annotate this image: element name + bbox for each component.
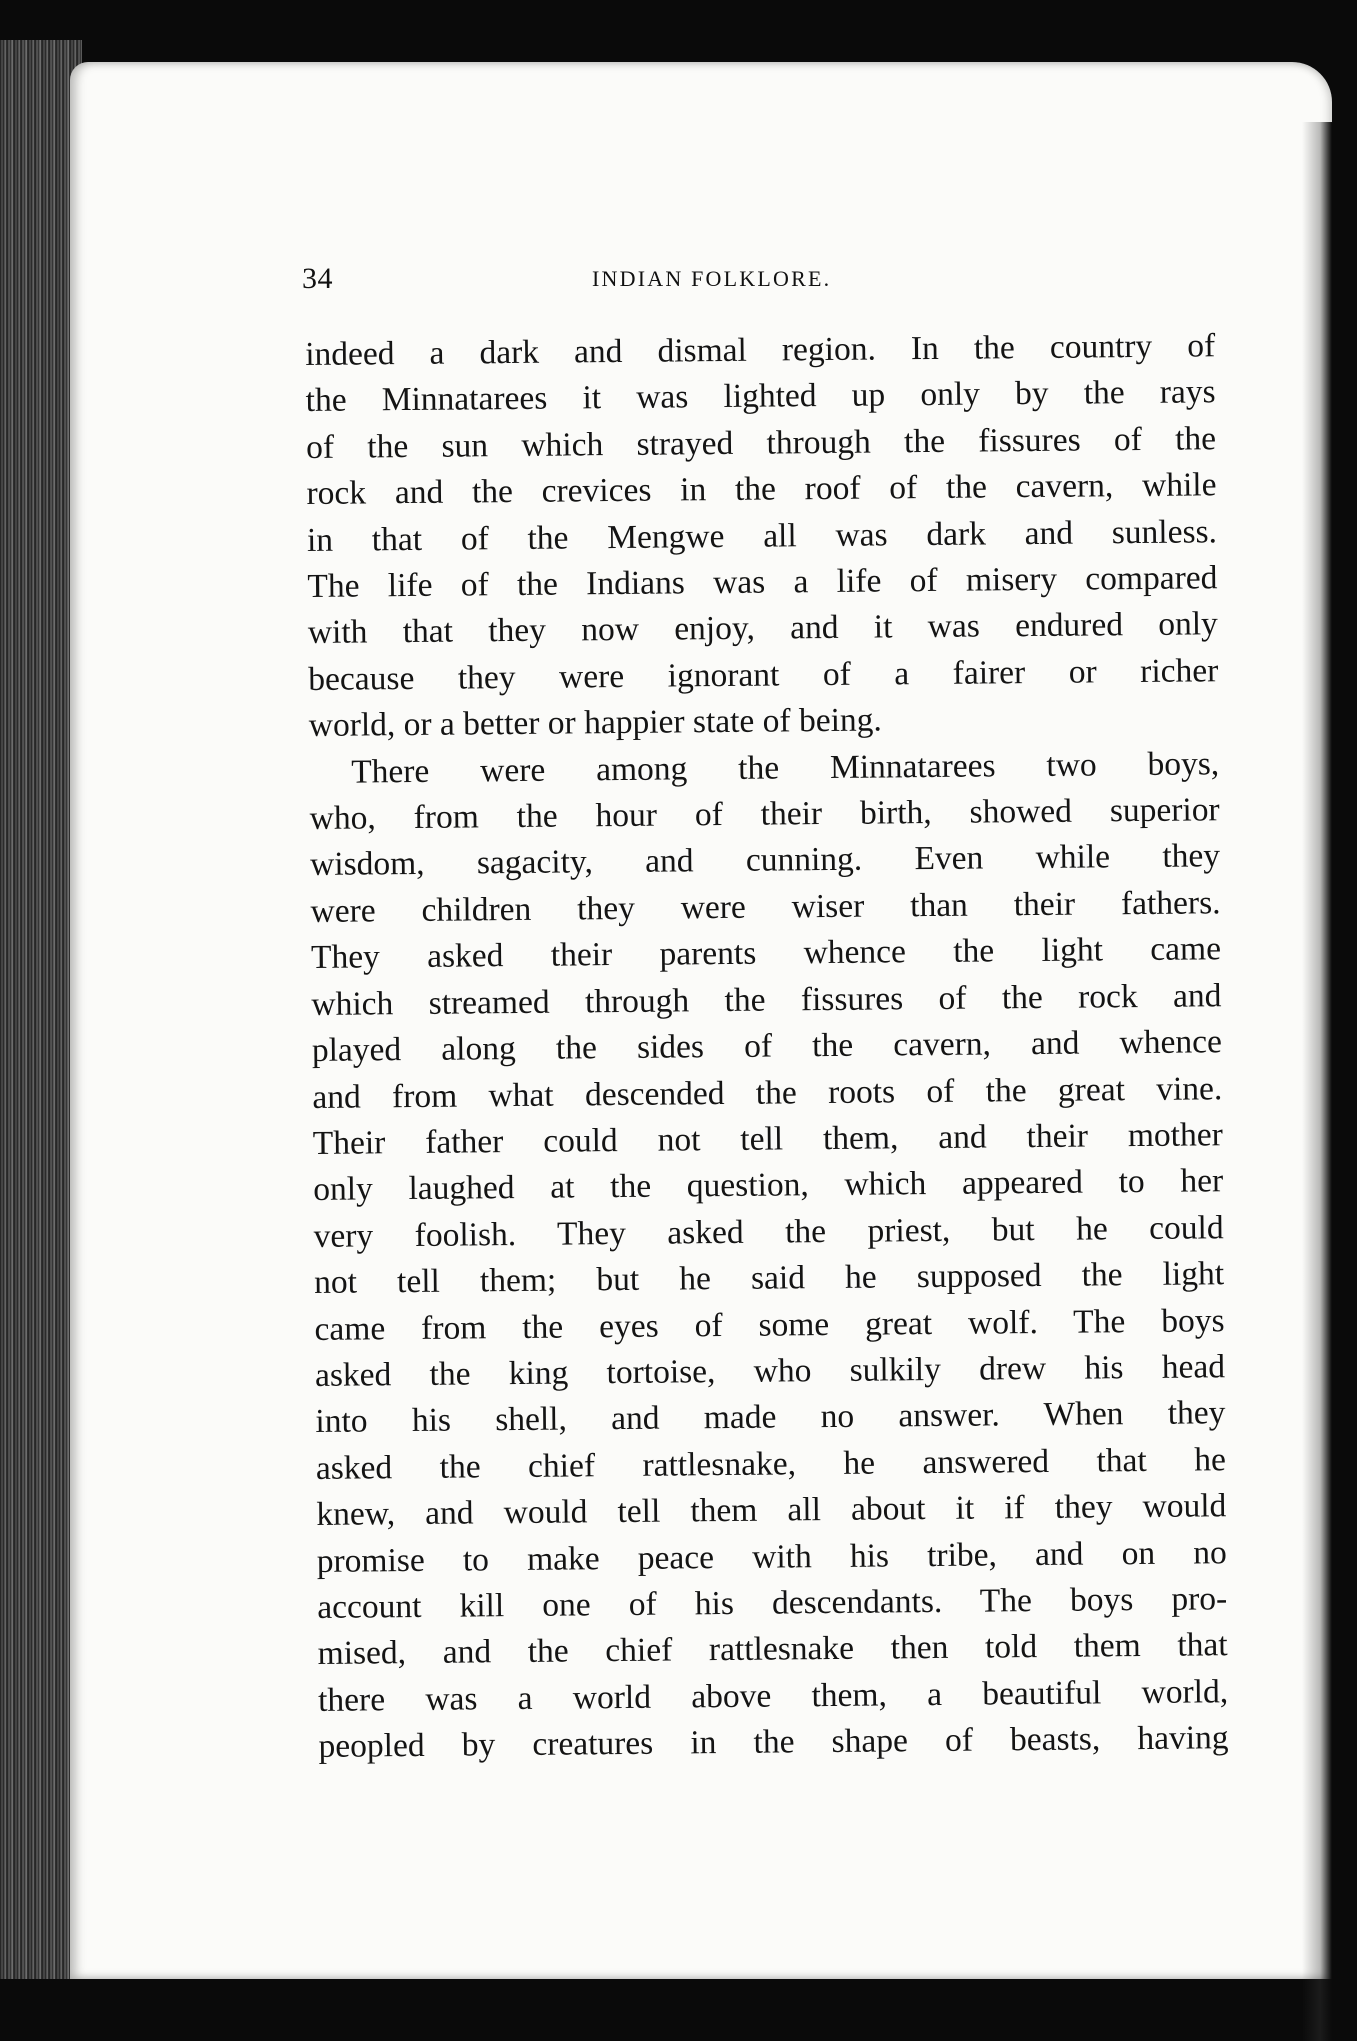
text-line: The life of the Indians was a life of misery compared — [307, 559, 1218, 606]
text-line: in that of the Mengwe all was dark and sunless. — [306, 512, 1218, 559]
text-line: of the sun which strayed through the fissures of the — [305, 420, 1217, 466]
text-line: there was a world above them, a beautiful world, — [317, 1672, 1229, 1719]
text-line: into his shell, and made no answer. When they — [315, 1394, 1226, 1441]
text-line: knew, and would tell them all about it if they would — [316, 1487, 1227, 1534]
text-line: with that they now enjoy, and it was endured only — [307, 605, 1219, 652]
text-line: Their father could not tell them, and their mother — [312, 1116, 1223, 1162]
text-line: very foolish. They asked the priest, but he could — [313, 1208, 1224, 1255]
running-title: INDIAN FOLKLORE. — [592, 266, 832, 291]
text-line: mised, and the chief rattlesnake then told them that — [317, 1626, 1228, 1673]
text-line: and from what descended the roots of the great vine. — [312, 1069, 1223, 1116]
text-line: account kill one of his descendants. The boys pro- — [317, 1580, 1228, 1626]
page-right-shadow — [1302, 122, 1332, 2041]
text-line: which streamed through the fissures of the rock and — [311, 976, 1222, 1023]
body-text — [305, 323, 1229, 1770]
text-line: rock and the crevices in the roof of the cavern, while — [306, 466, 1217, 513]
text-line: because they were ignorant of a fairer or richer — [308, 652, 1219, 698]
page-number: 34 — [302, 262, 333, 295]
text-line: played along the sides of the cavern, and whence — [311, 1023, 1223, 1070]
paragraph-2 — [309, 741, 1229, 1771]
text-line: They asked their parents whence the light came — [310, 930, 1222, 977]
running-head — [302, 262, 962, 302]
text-line: wisdom, sagacity, and cunning. Even while they — [309, 837, 1221, 884]
text-line: the Minnatarees it was lighted up only by the rays — [305, 373, 1216, 420]
text-line: asked the king tortoise, who sulkily drew his head — [314, 1348, 1226, 1394]
text-line: peopled by creatures in the shape of beasts, having — [318, 1719, 1229, 1766]
text-line: not tell them; but he said he supposed the light — [313, 1255, 1225, 1302]
text-line: only laughed at the question, which appeared to her — [313, 1162, 1224, 1209]
text-line: came from the eyes of some great wolf. The boys — [314, 1301, 1225, 1348]
text-line: promise to make peace with his tribe, and on no — [316, 1533, 1227, 1580]
text-line: There were among the Minnatarees two boys, — [351, 744, 1220, 791]
text-line: asked the chief rattlesnake, he answered that he — [315, 1440, 1227, 1487]
paragraph-1 — [305, 323, 1219, 749]
text-line: world, or a better or happier state of being. — [308, 701, 882, 745]
text-line: who, from the hour of their birth, showed superior — [309, 791, 1220, 838]
text-line: indeed a dark and dismal region. In the country of — [305, 327, 1216, 373]
text-line: were children they were wiser than their fathers. — [310, 884, 1221, 930]
